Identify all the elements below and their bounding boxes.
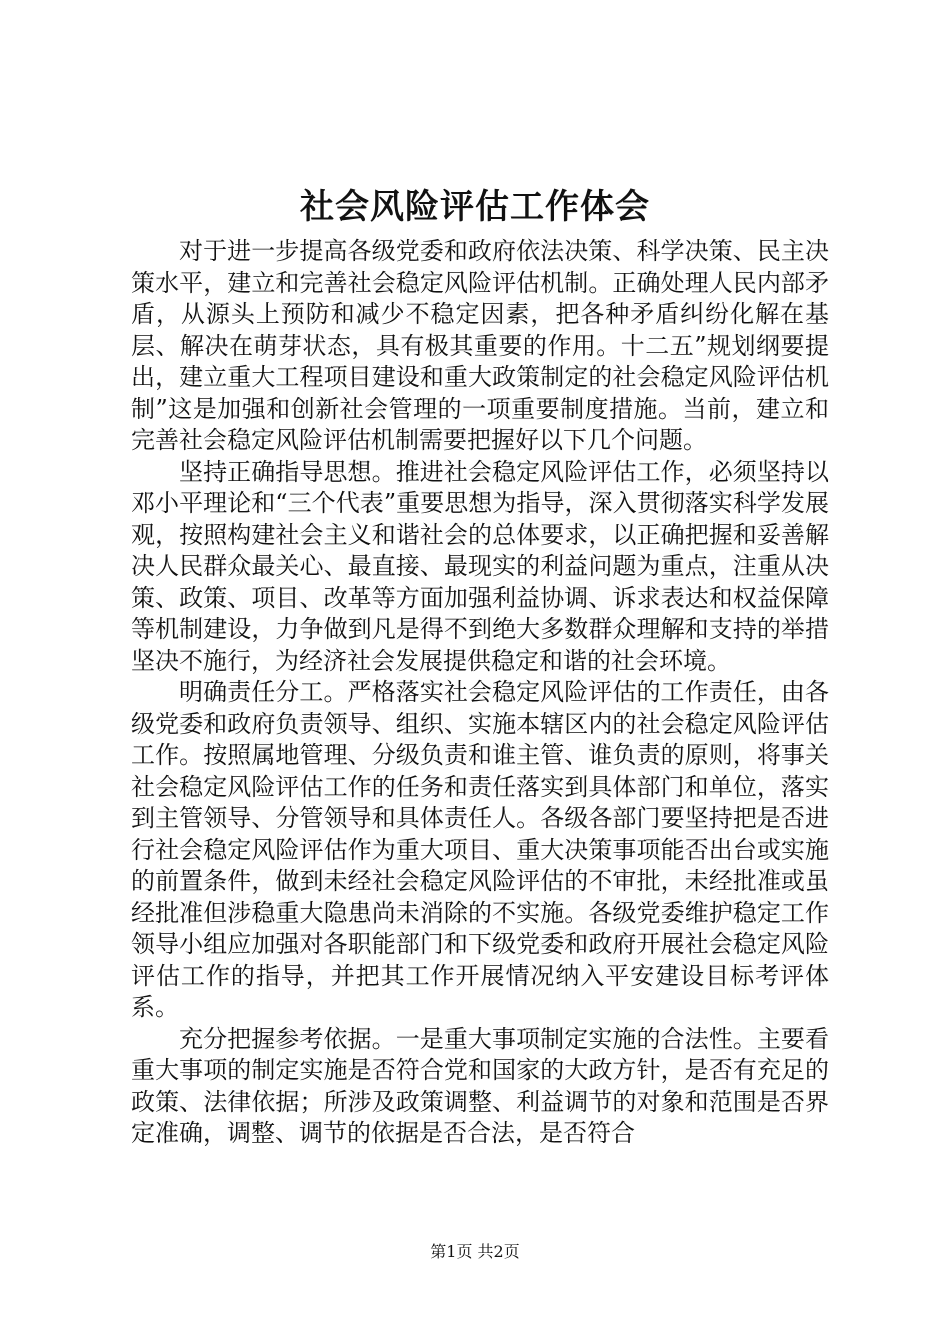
page-number-footer: 第1页 共2页 bbox=[430, 1242, 520, 1261]
paragraph-responsibility: 明确责任分工。严格落实社会稳定风险评估的工作责任，由各级党委和政府负责领导、组织、实施本辖区内的社会稳定风险评估工作。按照属地管理、分级负责和谁主管、谁负责的原则，将事关社会稳定风险评估工作的任务和责任落实到具体部门和单位，落实到主管领导、分管领导和具体责任人。各级各部门要坚持把是否进行社会稳定风险评估作为重大项目、重大决策事项能否出台或实施的前置条件，做到未经社会稳定风险评估的不审批，未经批准或虽经批准但涉稳重大隐患尚未消除的不实施。各级党委维护稳定工作领导小组应加强对各职能部门和下级党委和政府开展社会稳定风险评估工作的指导，并把其工作开展情况纳入平安建设目标考评体系。 bbox=[131, 678, 829, 1021]
paragraph-guiding-thought: 坚持正确指导思想。推进社会稳定风险评估工作，必须坚持以邓小平理论和“三个代表”重要思想为指导，深入贯彻落实科学发展观，按照构建社会主义和谐社会的总体要求，以正确把握和妥善解决人民群众最关心、最直接、最现实的利益问题为重点，注重从决策、政策、项目、改革等方面加强利益协调、诉求表达和权益保障等机制建设，力争做到凡是得不到绝大多数群众理解和支持的举措坚决不施行，为经济社会发展提供稳定和谐的社会环境。 bbox=[131, 457, 829, 675]
document-body bbox=[131, 236, 829, 1150]
paragraph-intro: 对于进一步提高各级党委和政府依法决策、科学决策、民主决策水平，建立和完善社会稳定风险评估机制。正确处理人民内部矛盾，从源头上预防和减少不稳定因素，把各种矛盾纠纷化解在基层、解决在萌芽状态，具有极其重要的作用。十二五”规划纲要提出，建立重大工程项目建设和重大政策制定的社会稳定风险评估机制”这是加强和创新社会管理的一项重要制度措施。当前，建立和完善社会稳定风险评估机制需要把握好以下几个问题。 bbox=[131, 237, 829, 454]
document-title: 社会风险评估工作体会 bbox=[300, 187, 650, 227]
paragraph-reference-basis: 充分把握参考依据。一是重大事项制定实施的合法性。主要看重大事项的制定实施是否符合党和国家的大政方针，是否有充足的政策、法律依据；所涉及政策调整、利益调节的对象和范围是否界定准确，调整、调节的依据是否合法，是否符合 bbox=[131, 1024, 829, 1147]
